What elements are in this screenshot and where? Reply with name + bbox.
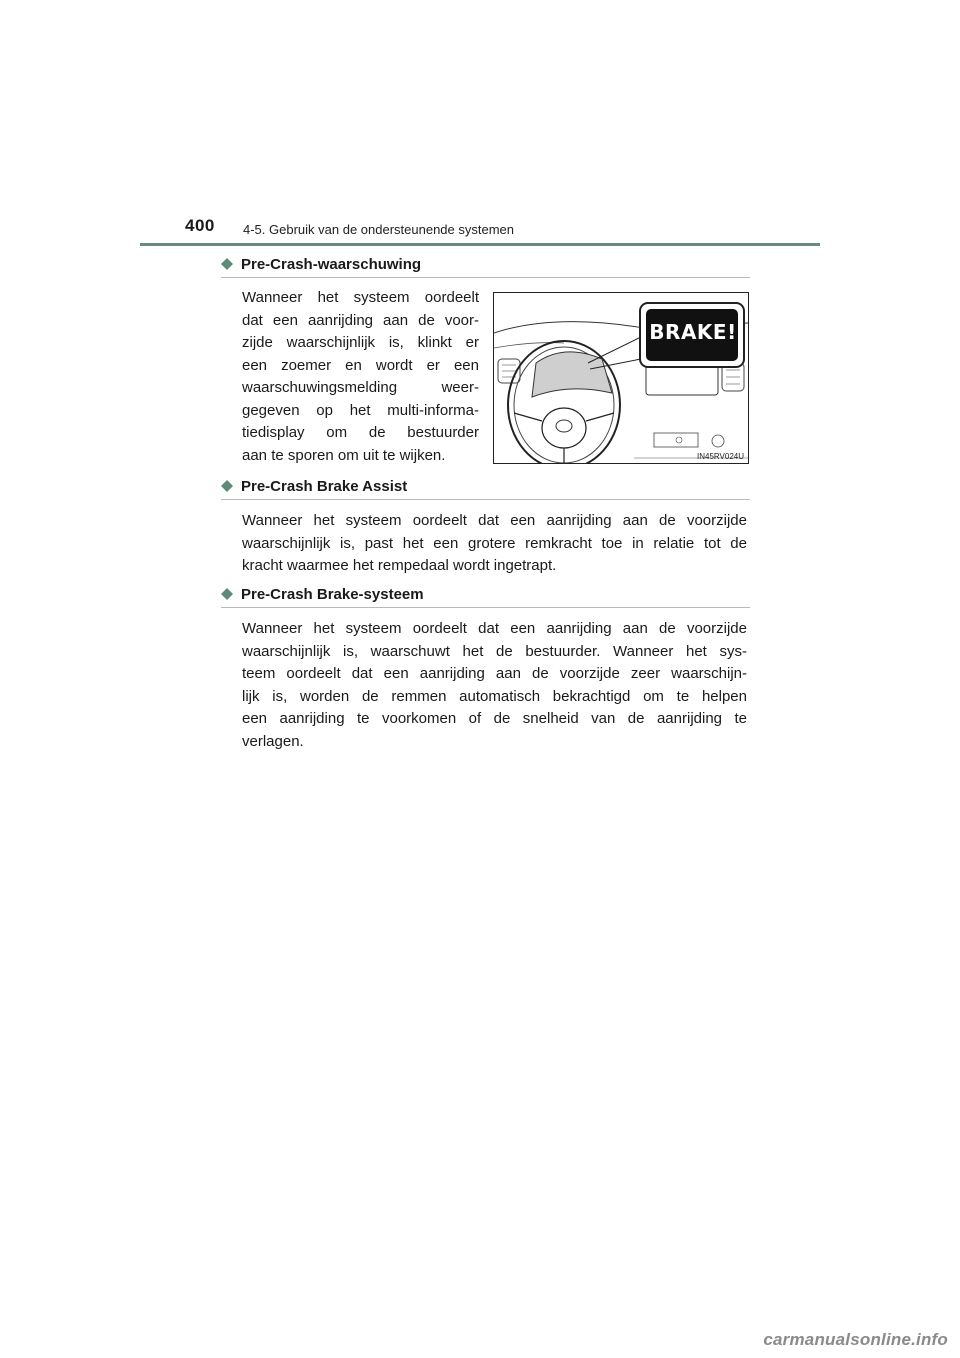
brake-warning-message: BRAKE! — [649, 320, 737, 344]
chapter-title: 4-5. Gebruik van de ondersteunende systemen — [243, 222, 515, 237]
text-line: tiedisplay om de bestuurder — [242, 424, 479, 441]
section-title: Pre-Crash-waarschuwing — [241, 256, 422, 273]
text-line: een zoemer en wordt er een — [242, 356, 479, 374]
diamond-bullet-icon — [221, 480, 233, 492]
text-line: gegeven op het multi-informa- — [242, 401, 479, 419]
dashboard-illustration — [493, 292, 749, 464]
site-watermark: carmanualsonline.info — [763, 1330, 948, 1349]
text-line: waarschijnlijk is, past het een grotere remkracht toe in relatie tot de — [242, 534, 747, 552]
page-number: 400 — [185, 216, 215, 235]
diamond-bullet-icon — [221, 258, 233, 270]
section-body-pre-crash-warning — [242, 287, 479, 467]
text-line: dat een aanrijding aan de voor- — [242, 311, 479, 329]
text-line: waarschijnlijk is, waarschuwt het de bestuurder. Wanneer het sys- — [242, 642, 747, 660]
section-body-pre-crash-brake-assist — [242, 510, 747, 578]
text-line: een aanrijding te voorkomen of de snelheid van de aanrijding te — [242, 710, 747, 727]
diamond-bullet-icon — [221, 588, 233, 600]
section-heading-pre-crash-warning — [221, 255, 750, 278]
text-line: aan te sporen om uit te wijken. — [242, 446, 446, 464]
text-line: teem oordeelt dat een aanrijding aan de voorzijde zeer waarschijn- — [242, 665, 747, 682]
section-heading-pre-crash-brake-assist — [221, 477, 750, 500]
text-line: lijk is, worden de remmen automatisch bekrachtigd om te helpen — [242, 687, 747, 705]
text-line: Wanneer het systeem oordeelt dat een aanrijding aan de voorzijde — [242, 512, 747, 529]
text-line: Wanneer het systeem oordeelt — [242, 289, 479, 306]
section-body-pre-crash-brake-system — [242, 618, 747, 753]
section-heading-pre-crash-brake-system — [221, 585, 750, 608]
text-line: zijde waarschijnlijk is, klinkt er — [242, 334, 479, 351]
text-line: Wanneer het systeem oordeelt dat een aanrijding aan de voorzijde — [242, 620, 747, 637]
text-line: verlagen. — [242, 732, 304, 750]
section-title: Pre-Crash Brake Assist — [241, 478, 408, 495]
section-title: Pre-Crash Brake-systeem — [241, 586, 424, 603]
steering-wheel-dashboard-drawing — [494, 293, 748, 463]
figure-code: IN45RV024U — [697, 452, 744, 461]
text-line: waarschuwingsmelding weer- — [242, 379, 479, 396]
text-line: kracht waarmee het rempedaal wordt ingetrapt. — [242, 557, 557, 574]
header-divider — [140, 243, 820, 246]
